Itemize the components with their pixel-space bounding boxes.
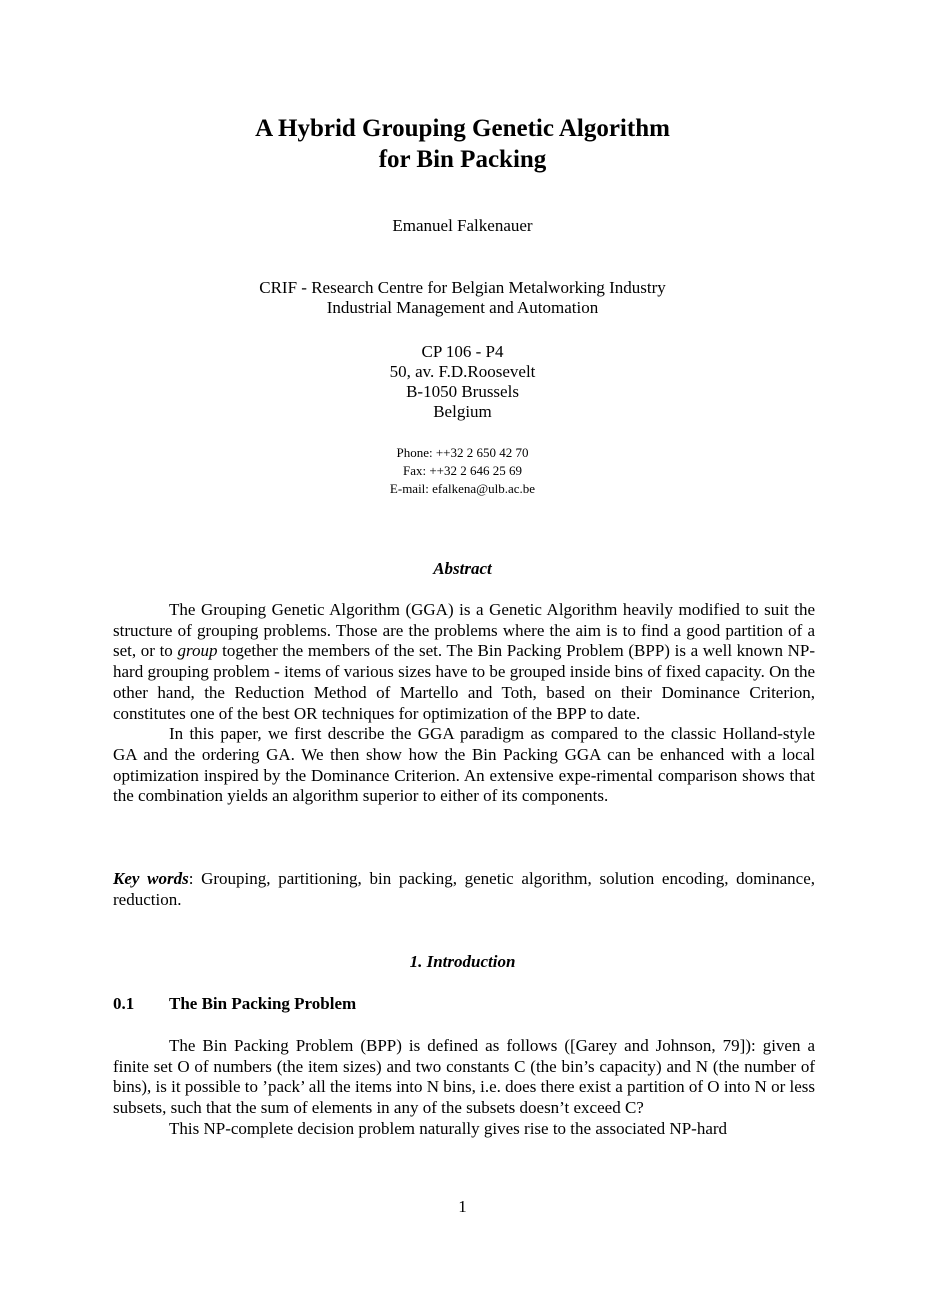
keywords-label: Key words [113, 869, 189, 888]
subsection-heading [113, 994, 356, 1014]
keywords [113, 869, 815, 910]
abstract-paragraph-2: In this paper, we first describe the GGA paradigm as compared to the classic Holland-style GA and the ordering GA. We then show how the Bin Packing GGA can be enhanced with a local optimization inspired by the Dominance Criterion. An extensive expe-rimental comparison shows that the combination yields an algorithm superior to either of its components. [113, 724, 815, 806]
abstract-body [113, 600, 815, 807]
page-number: 1 [458, 1197, 467, 1216]
intro-paragraph-1: The Bin Packing Problem (BPP) is defined as follows ([Garey and Johnson, 79]): given a finite set O of numbers (the item sizes) and two constants C (the bin’s capacity) and N (the number of bins), is it possible to ’pack’ all the items into N bins, i.e. does there exist a partition of O into N or less subsets, such that the sum of elements in any of the subsets doesn’t exceed C? [113, 1036, 815, 1118]
affiliation-line-1: CRIF - Research Centre for Belgian Metalworking Industry [259, 278, 666, 297]
keywords-paragraph [113, 869, 815, 910]
abstract-paragraph-1 [113, 600, 815, 724]
subsection-number: 0.1 [113, 994, 135, 1013]
paper-title [0, 113, 925, 175]
title-line-1: A Hybrid Grouping Genetic Algorithm [255, 115, 670, 142]
contact-info [0, 444, 925, 498]
subsection-title: The Bin Packing Problem [169, 994, 357, 1013]
title-line-2: for Bin Packing [378, 146, 547, 173]
keywords-text: : Grouping, partitioning, bin packing, genetic algorithm, solution encoding, dominance, reduction. [113, 869, 816, 909]
author-name: Emanuel Falkenauer [392, 216, 533, 235]
abstract-emphasis: group [177, 641, 218, 661]
address-line: B-1050 Brussels [406, 382, 519, 401]
postal-address [0, 342, 925, 422]
address-line: Belgium [433, 402, 492, 421]
affiliation-line-2: Industrial Management and Automation [326, 298, 599, 317]
intro-paragraph-2: This NP-complete decision problem naturally gives rise to the associated NP-hard [169, 1118, 728, 1138]
abstract-text: The Grouping Genetic Algorithm (GGA) is a Genetic Algorithm heavily modified to suit the structure of grouping problems. Those are the problems where the aim is to find a good partition of a set, or to [113, 600, 815, 661]
abstract-text: together the members of the set. The Bin Packing Problem (BPP) is a well known NP-hard grouping problem - items of various sizes have to be grouped inside bins of fixed capacity. On the other hand, the Reduction Method of Martello and Toth, based on their Dominance Criterion, constitutes one of the best OR techniques for optimization of the BPP to date. [113, 641, 815, 723]
fax-number: Fax: ++32 2 646 25 69 [402, 463, 523, 478]
phone-number: Phone: ++32 2 650 42 70 [396, 445, 529, 460]
affiliation [0, 278, 925, 318]
introduction-body [113, 1036, 815, 1140]
address-line: 50, av. F.D.Roosevelt [389, 362, 536, 381]
abstract-heading: Abstract [433, 559, 492, 578]
introduction-heading: 1. Introduction [409, 952, 516, 971]
email-address: E-mail: efalkena@ulb.ac.be [389, 481, 536, 496]
address-line: CP 106 - P4 [421, 342, 504, 361]
